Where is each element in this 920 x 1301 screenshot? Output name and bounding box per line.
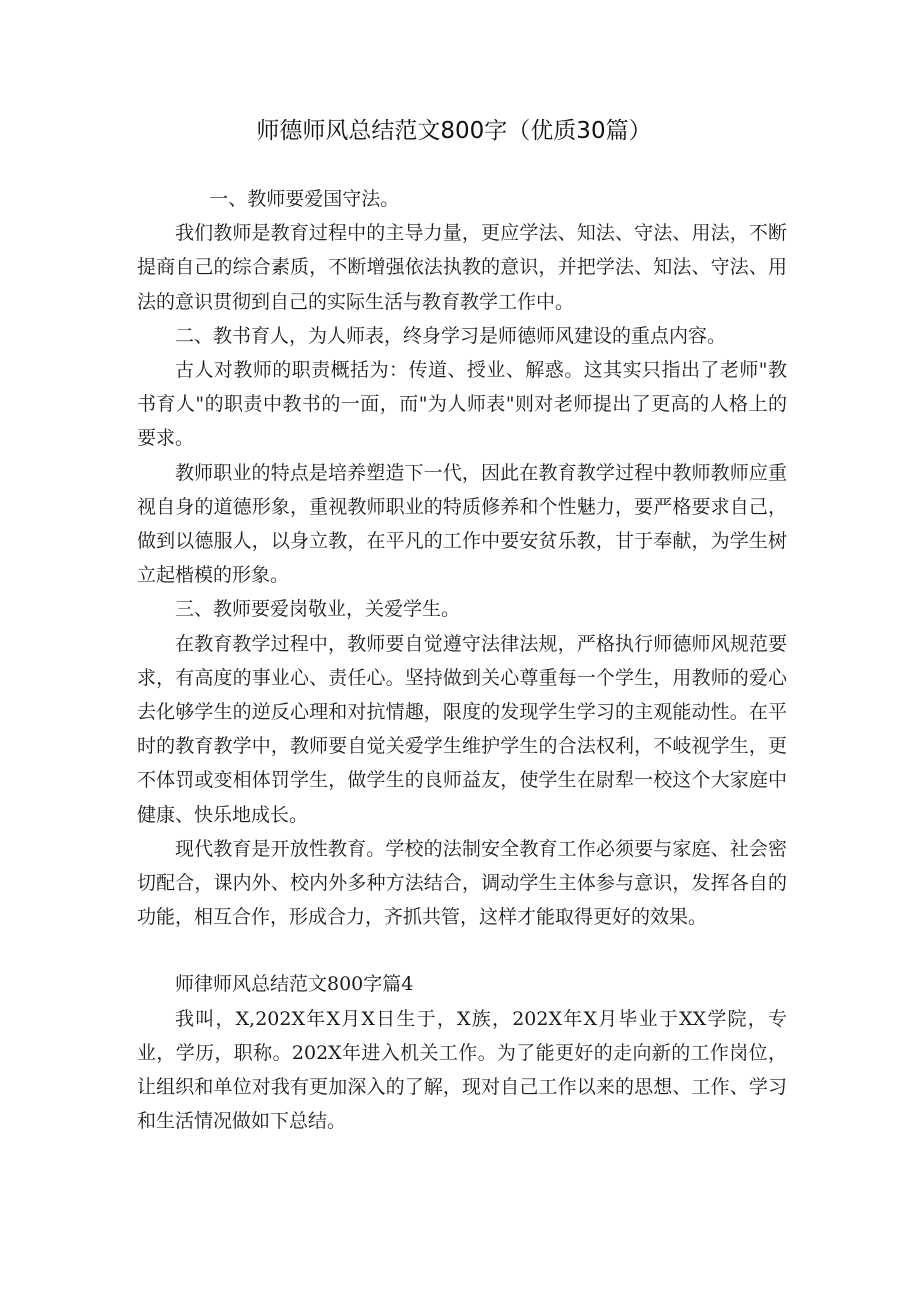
paragraph: 古人对教师的职责概括为：传道、授业、解惑。这其实只指出了老师"教书育人"的职责中教书的一面，而"为人师表"则对老师提出了更高的人格上的要求。 [137, 359, 787, 450]
article-subheading: 师律师风总结范文800字篇4 [175, 973, 414, 996]
document-title: 师德师风总结范文800字（优质30篇） [256, 118, 652, 144]
paragraph: 我们教师是教育过程中的主导力量，更应学法、知法、守法、用法，不断提商自己的综合素质，不断增强依法执教的意识，并把学法、知法、守法、用法的意识贯彻到自己的实际生活与教育教学工作中。 [137, 222, 787, 313]
section-heading-2: 二、教书育人，为人师表，终身学习是师德师风建设的重点内容。 [175, 324, 727, 347]
section-heading-1: 一、教师要爱国守法。 [209, 188, 400, 210]
document-body [137, 182, 787, 1138]
paragraph: 在教育教学过程中，教师要自觉遵守法律法规，严格执行师德师风规范要求，有高度的事业心、责任心。坚持做到关心尊重每一个学生，用教师的爱心去化够学生的逆反心理和对抗情趣，限度的发现学生学习的主观能动性。在平时的教育教学中，教师要自觉关爱学生维护学生的合法权利，不岐视学生，更不体罚或变相体罚学生，做学生的良师益友，使学生在尉犁一校这个大家庭中健康、快乐地成长。 [137, 632, 787, 826]
paragraph: 我叫，X,202X年X月X日生于，X族，202X年X月毕业于XX学院，专业，学历，职称。202X年进入机关工作。为了能更好的走向新的工作岗位，让组织和单位对我有更加深入的了解，现对自己工作以来的思想、工作、学习和生活情况做如下总结。 [137, 1007, 787, 1133]
paragraph: 现代教育是开放性教育。学校的法制安全教育工作必须要与家庭、社会密切配合，课内外、校内外多种方法结合，调动学生主体参与意识，发挥各自的功能，相互合作，形成合力，齐抓共管，这样才能取得更好的效果。 [137, 837, 787, 929]
section-heading-3: 三、教师要爱岗敬业，关爱学生。 [175, 598, 461, 621]
paragraph: 教师职业的特点是培养塑造下一代，因此在教育教学过程中教师教师应重视自身的道德形象，重视教师职业的特质修养和个性魅力，要严格要求自己，做到以德服人，以身立教，在平凡的工作中要安贫乐教，甘于奉献，为学生树立起楷模的形象。 [137, 461, 787, 587]
